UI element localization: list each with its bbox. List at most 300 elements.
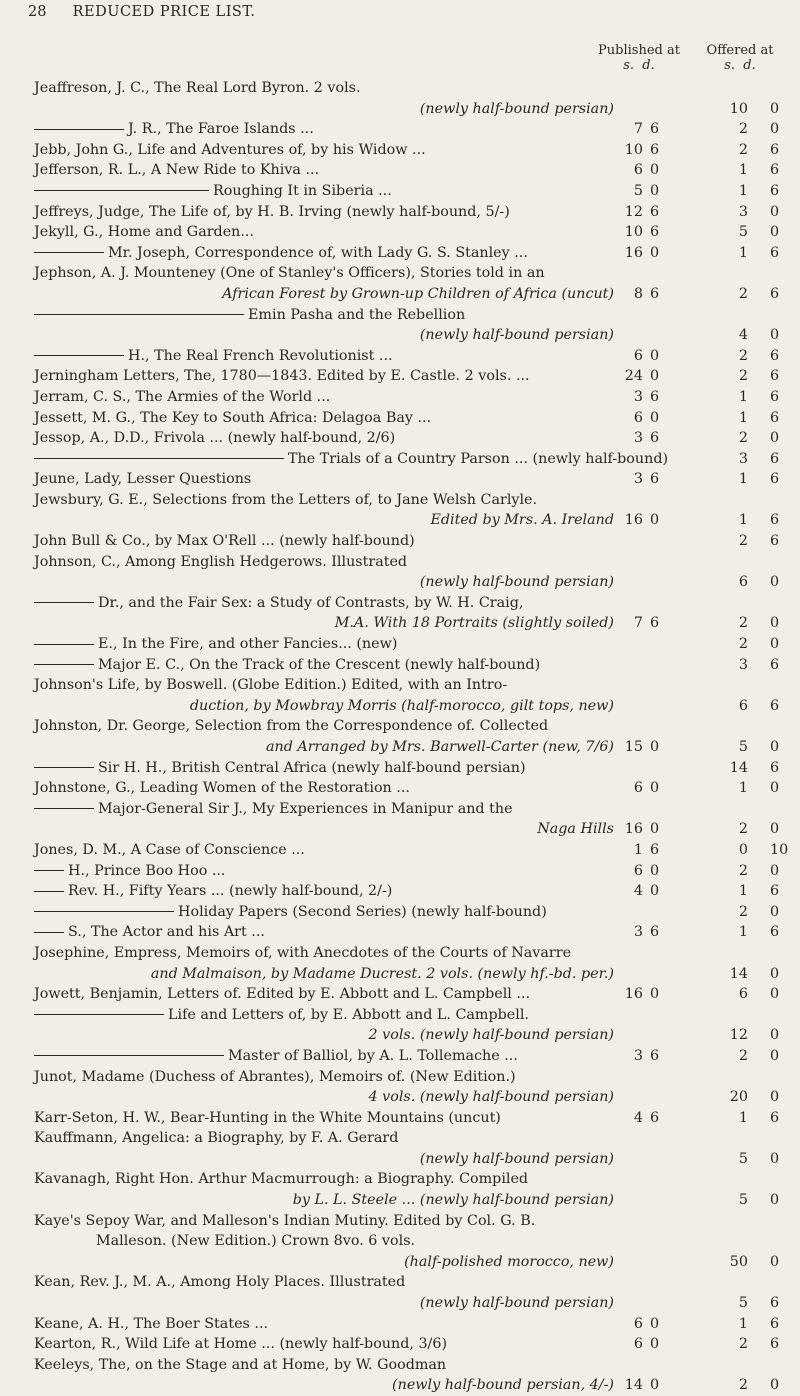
offered-pence: 6: [770, 1295, 780, 1312]
entry-text: [34, 552, 616, 573]
offered-pence: 0: [770, 615, 780, 632]
entry-text: [34, 408, 616, 429]
published-pence: 0: [650, 986, 660, 1003]
offered-pence: 6: [770, 512, 780, 529]
published-pence: 6: [650, 285, 660, 302]
offered-pence: 6: [770, 656, 780, 673]
entry-text: [34, 222, 616, 243]
published-pence: 0: [650, 780, 660, 797]
published-shillings: 4: [633, 1109, 643, 1126]
offered-shillings: 1: [738, 1315, 748, 1332]
entry-title: Jerningham Letters, The, 1780—1843. Edited by E. Castle. 2 vols. ...: [34, 368, 530, 385]
offered-pence: 0: [770, 636, 780, 653]
entry-text: [34, 634, 616, 655]
offered-shillings: 2: [738, 533, 748, 550]
offered-shillings: 3: [738, 203, 748, 220]
list-item: [0, 490, 800, 511]
entry-title: Jebb, John G., Life and Adventures of, by his Widow ...: [34, 141, 426, 158]
entry-title: Johnston, Dr. George, Selection from the Correspondence of. Collected: [34, 718, 549, 735]
entry-text: [34, 675, 616, 696]
offered-shillings: 1: [738, 409, 748, 426]
offered-shillings: 2: [738, 1336, 748, 1353]
entry-title: S., The Actor and his Art ...: [68, 924, 265, 941]
entry-text: [34, 778, 616, 799]
offered-pence: 6: [770, 182, 780, 199]
entry-text: [34, 716, 616, 737]
published-pence: 0: [650, 1336, 660, 1353]
list-item: [0, 840, 800, 861]
offered-pence: 6: [770, 883, 780, 900]
published-pence: 6: [650, 615, 660, 632]
published-pence: 0: [650, 1377, 660, 1394]
entry-text: [34, 263, 616, 284]
list-item: [0, 449, 800, 470]
entry-text: [34, 655, 616, 676]
entry-title: Jerram, C. S., The Armies of the World ...: [34, 388, 331, 405]
offered-pence: 0: [770, 100, 780, 117]
list-item: [0, 531, 800, 552]
published-pence: 0: [650, 862, 660, 879]
published-d-label: d.: [642, 58, 655, 73]
list-item: [0, 1149, 800, 1170]
list-item: [0, 716, 800, 737]
list-item: [0, 1025, 800, 1046]
offered-pence: 0: [770, 327, 780, 344]
offered-shillings: 5: [738, 1295, 748, 1312]
published-pence: 0: [650, 821, 660, 838]
published-shillings: 3: [633, 471, 643, 488]
entry-title: Jekyll, G., Home and Garden...: [34, 224, 255, 241]
list-item: [0, 778, 800, 799]
entry-title: (newly half-bound persian): [419, 1150, 614, 1167]
offered-shillings: 2: [738, 636, 748, 653]
entry-text: [34, 799, 616, 820]
entry-text: [34, 984, 616, 1005]
entry-title: duction, by Mowbray Morris (half-morocco, gilt tops, new): [189, 697, 614, 714]
entry-title: Edited by Mrs. A. Ireland: [430, 512, 614, 529]
entry-title: and Arranged by Mrs. Barwell-Carter (new, 7/6): [265, 739, 614, 755]
offered-pence: 6: [770, 450, 780, 467]
list-item: [0, 655, 800, 676]
published-shillings: 8: [633, 285, 643, 302]
ditto-rule: [34, 252, 104, 253]
offered-pence: 6: [770, 347, 780, 364]
published-shillings: 10: [624, 224, 643, 241]
entry-text: [34, 346, 616, 367]
published-shillings: 6: [633, 1336, 643, 1353]
entry-title: Jewsbury, G. E., Selections from the Letters of, to Jane Welsh Carlyle.: [34, 491, 538, 508]
published-pence: 6: [650, 1109, 660, 1126]
published-pence: 6: [650, 471, 660, 488]
list-item: [0, 428, 800, 449]
published-shillings: 6: [633, 1315, 643, 1332]
ditto-rule: [34, 602, 94, 603]
entry-title: Karr-Seton, H. W., Bear-Hunting in the White Mountains (uncut): [34, 1109, 501, 1126]
list-item: [0, 1334, 800, 1355]
entry-title: M.A. With 18 Portraits (slightly soiled): [334, 615, 614, 632]
published-shillings: 16: [624, 821, 643, 838]
list-item: [0, 1128, 800, 1149]
entry-text: [34, 1025, 614, 1046]
list-item: [0, 1252, 800, 1273]
offered-shillings: 2: [738, 285, 748, 302]
entry-text: [34, 449, 669, 470]
offered-shillings: 6: [738, 574, 748, 591]
published-pence: 6: [650, 121, 660, 138]
published-pence: 6: [650, 388, 660, 405]
entry-title: (half-polished morocco, new): [404, 1253, 614, 1270]
published-shillings: 12: [624, 203, 643, 220]
offered-pence: 6: [770, 244, 780, 261]
offered-pence: 0: [770, 862, 780, 879]
offered-pence: 0: [770, 1027, 780, 1044]
entry-text: [34, 305, 616, 326]
ditto-rule: [34, 808, 94, 809]
entry-title: African Forest by Grown-up Children of Africa (uncut): [222, 285, 614, 302]
published-shillings: 24: [624, 368, 643, 385]
list-item: [0, 675, 800, 696]
published-pence: 0: [650, 347, 660, 364]
list-item: [0, 613, 800, 634]
offered-pence: 0: [770, 986, 780, 1003]
entry-title: Malleson. (New Edition.) Crown 8vo. 6 vols.: [96, 1233, 416, 1250]
published-shillings: 5: [633, 182, 643, 199]
offered-shillings: 5: [738, 739, 748, 755]
entry-text: [34, 1314, 616, 1335]
offered-shillings: 1: [738, 182, 748, 199]
offered-pence: 6: [770, 388, 780, 405]
entry-text: [34, 922, 616, 943]
published-label: Published at: [598, 43, 680, 58]
list-item: [0, 1005, 800, 1026]
entry-title: (newly half-bound persian): [419, 1295, 614, 1312]
published-shillings: 14: [624, 1377, 643, 1394]
published-pence: 0: [650, 182, 660, 199]
offered-column-header: [686, 43, 794, 73]
entry-text: [34, 99, 614, 120]
entry-title: Roughing It in Siberia ...: [213, 182, 392, 199]
published-shillings: 3: [633, 430, 643, 447]
ditto-rule: [34, 767, 94, 768]
entry-title: (newly half-bound persian): [419, 327, 614, 344]
entry-text: [34, 119, 616, 140]
offered-shillings: 6: [738, 986, 748, 1003]
list-item: [0, 1314, 800, 1335]
entry-title: Johnson, C., Among English Hedgerows. Illustrated: [34, 553, 408, 570]
entry-title: 4 vols. (newly half-bound persian): [368, 1089, 614, 1106]
ditto-rule: [34, 911, 174, 912]
entry-title: (newly half-bound persian): [419, 100, 614, 117]
published-shillings: 1: [633, 841, 643, 858]
entry-text: [34, 387, 616, 408]
entry-text: [34, 1108, 616, 1129]
entry-title: Jefferson, R. L., A New Ride to Khiva ...: [34, 162, 320, 179]
entry-text: [34, 696, 614, 717]
published-shillings: 6: [633, 347, 643, 364]
offered-shillings: 20: [729, 1089, 748, 1106]
list-item: [0, 1046, 800, 1067]
offered-pence: 6: [770, 368, 780, 385]
ditto-rule: [34, 355, 124, 356]
list-item: [0, 1087, 800, 1108]
entry-text: [34, 140, 616, 161]
offered-shillings: 2: [738, 347, 748, 364]
offered-pence: 6: [770, 471, 780, 488]
list-item: [0, 263, 800, 284]
offered-shillings: 1: [738, 883, 748, 900]
ditto-rule: [34, 314, 244, 315]
offered-shillings: 2: [738, 862, 748, 879]
offered-shillings: 2: [738, 1047, 748, 1064]
published-shillings: 3: [633, 1047, 643, 1064]
entry-title: Keeleys, The, on the Stage and at Home, by W. Goodman: [34, 1356, 447, 1373]
ditto-rule: [34, 664, 94, 665]
published-s-label: s.: [623, 58, 635, 73]
list-item: [0, 696, 800, 717]
offered-d-label: d.: [743, 58, 756, 73]
entry-title: and Malmaison, by Madame Ducrest. 2 vols. (newly hf.-bd. per.): [150, 965, 614, 982]
published-shillings: 6: [633, 862, 643, 879]
list-item: [0, 1375, 800, 1396]
entry-text: [34, 1334, 616, 1355]
list-item: [0, 1231, 800, 1252]
entry-title: Kean, Rev. J., M. A., Among Holy Places. Illustrated: [34, 1274, 406, 1291]
list-item: [0, 758, 800, 779]
offered-shillings: 2: [738, 141, 748, 158]
list-item: [0, 737, 800, 758]
published-shillings: 7: [633, 615, 643, 632]
list-item: [0, 1211, 800, 1232]
offered-pence: 6: [770, 1109, 780, 1126]
offered-shillings: 12: [729, 1027, 748, 1044]
list-item: [0, 408, 800, 429]
entry-text: [34, 325, 614, 346]
offered-shillings: 1: [738, 1109, 748, 1126]
entry-text: [34, 181, 616, 202]
offered-shillings: 0: [738, 841, 748, 858]
entry-text: [34, 1087, 614, 1108]
entry-text: [34, 531, 616, 552]
list-item: [0, 922, 800, 943]
entry-text: [34, 1149, 614, 1170]
offered-shillings: 5: [738, 1192, 748, 1209]
offered-label: Offered at: [706, 43, 774, 58]
offered-shillings: 2: [738, 368, 748, 385]
offered-shillings: 50: [729, 1253, 748, 1270]
list-item: [0, 902, 800, 923]
offered-shillings: 6: [738, 697, 748, 714]
entry-title: Sir H. H., British Central Africa (newly half-bound persian): [98, 759, 526, 776]
published-pence: 0: [650, 883, 660, 900]
offered-shillings: 2: [738, 121, 748, 138]
list-item: [0, 799, 800, 820]
list-item: [0, 1272, 800, 1293]
list-item: [0, 366, 800, 387]
entry-title: Johnstone, G., Leading Women of the Restoration ...: [34, 780, 410, 797]
list-item: [0, 1067, 800, 1088]
entry-title: by L. L. Steele ... (newly half-bound persian): [292, 1192, 614, 1209]
published-shillings: 16: [624, 244, 643, 261]
offered-pence: 0: [770, 903, 780, 920]
published-pence: 0: [650, 512, 660, 529]
offered-pence: 0: [770, 430, 780, 447]
list-item: [0, 1355, 800, 1376]
offered-s-label: s.: [724, 58, 736, 73]
published-pence: 6: [650, 1047, 660, 1064]
offered-pence: 6: [770, 759, 780, 776]
offered-pence: 0: [770, 739, 780, 755]
published-shillings: 6: [633, 780, 643, 797]
entry-title: Life and Letters of, by E. Abbott and L. Campbell.: [168, 1006, 529, 1023]
offered-pence: 0: [770, 224, 780, 241]
list-item: [0, 593, 800, 614]
entry-title: Junot, Madame (Duchess of Abrantes), Memoirs of. (New Edition.): [34, 1068, 516, 1085]
entry-title: Keane, A. H., The Boer States ...: [34, 1315, 269, 1332]
published-pence: 0: [650, 162, 660, 179]
ditto-rule: [34, 190, 209, 191]
offered-pence: 6: [770, 162, 780, 179]
ditto-rule: [34, 1014, 164, 1015]
entry-title: Emin Pasha and the Rebellion: [248, 306, 466, 323]
list-item: [0, 634, 800, 655]
entry-title: Jeune, Lady, Lesser Questions: [34, 471, 252, 488]
offered-pence: 6: [770, 1315, 780, 1332]
entry-title: The Trials of a Country Parson ... (newly half-bound): [288, 450, 669, 467]
entry-title: Master of Balliol, by A. L. Tollemache ...: [228, 1047, 518, 1064]
offered-pence: 0: [770, 574, 780, 591]
offered-shillings: 14: [729, 759, 748, 776]
list-item: [0, 1190, 800, 1211]
price-list: [0, 78, 800, 1396]
list-item: [0, 552, 800, 573]
list-item: [0, 819, 800, 840]
entry-text: [34, 861, 616, 882]
list-item: [0, 325, 800, 346]
entry-text: [34, 243, 616, 264]
offered-pence: 6: [770, 533, 780, 550]
entry-text: [34, 1005, 616, 1026]
entry-text: [34, 490, 616, 511]
published-shillings: 6: [633, 409, 643, 426]
offered-pence: 0: [770, 203, 780, 220]
entry-title: Jeffreys, Judge, The Life of, by H. B. Irving (newly half-bound, 5/-): [34, 203, 510, 220]
offered-shillings: 2: [738, 903, 748, 920]
ditto-rule: [34, 129, 124, 130]
entry-text: [34, 1190, 614, 1211]
entry-text: [34, 1128, 616, 1149]
offered-shillings: 2: [738, 821, 748, 838]
list-item: [0, 305, 800, 326]
entry-text: [34, 758, 616, 779]
entry-text: [34, 428, 616, 449]
entry-title: Major E. C., On the Track of the Crescent (newly half-bound): [98, 656, 541, 673]
offered-shillings: 3: [738, 450, 748, 467]
offered-pence: 0: [770, 1253, 780, 1270]
entry-text: [34, 902, 616, 923]
offered-pence: 0: [770, 965, 780, 982]
entry-text: [34, 1252, 614, 1273]
offered-shillings: 1: [738, 780, 748, 797]
published-pence: 0: [650, 1315, 660, 1332]
offered-pence: 0: [770, 821, 780, 838]
published-shillings: 6: [633, 162, 643, 179]
published-shillings: 16: [624, 986, 643, 1003]
entry-text: [34, 737, 614, 758]
entry-title: (newly half-bound persian, 4/-): [392, 1377, 614, 1394]
entry-text: [34, 202, 616, 223]
entry-title: Kauffmann, Angelica: a Biography, by F. A. Gerard: [34, 1130, 399, 1147]
list-item: [0, 510, 800, 531]
entry-text: [34, 1211, 616, 1232]
list-item: [0, 119, 800, 140]
list-item: [0, 943, 800, 964]
entry-title: Kaye's Sepoy War, and Malleson's Indian Mutiny. Edited by Col. G. B.: [34, 1212, 536, 1229]
entry-text: [34, 160, 616, 181]
list-item: [0, 984, 800, 1005]
ditto-rule: [34, 458, 284, 459]
published-pence: 0: [650, 739, 660, 755]
published-shillings: 10: [624, 141, 643, 158]
offered-shillings: 2: [738, 430, 748, 447]
entry-title: Josephine, Empress, Memoirs of, with Anecdotes of the Courts of Navarre: [34, 944, 572, 961]
list-item: [0, 881, 800, 902]
ditto-rule: [34, 644, 94, 645]
list-item: [0, 99, 800, 120]
list-item: [0, 140, 800, 161]
entry-text: [34, 1272, 616, 1293]
offered-shillings: 10: [729, 100, 748, 117]
list-item: [0, 181, 800, 202]
list-item: [0, 469, 800, 490]
published-pence: 6: [650, 924, 660, 941]
entry-title: Jessop, A., D.D., Frivola ... (newly half-bound, 2/6): [34, 430, 396, 447]
entry-title: H., Prince Boo Hoo ...: [68, 862, 226, 879]
entry-text: [34, 819, 614, 840]
offered-pence: 0: [770, 1192, 780, 1209]
entry-title: E., In the Fire, and other Fancies... (new): [98, 636, 398, 653]
published-shillings: 15: [624, 739, 643, 755]
entry-text: [34, 1169, 616, 1190]
list-item: [0, 222, 800, 243]
entry-title: Rev. H., Fifty Years ... (newly half-bound, 2/-): [68, 883, 393, 900]
offered-shillings: 1: [738, 924, 748, 941]
offered-shillings: 2: [738, 615, 748, 632]
entry-text: [34, 1067, 616, 1088]
offered-pence: 0: [770, 1089, 780, 1106]
entry-text: [34, 1293, 614, 1314]
offered-shillings: 1: [738, 244, 748, 261]
entry-text: [34, 469, 616, 490]
published-pence: 6: [650, 841, 660, 858]
entry-title: John Bull & Co., by Max O'Rell ... (newly half-bound): [34, 533, 415, 550]
entry-title: Kavanagh, Right Hon. Arthur Macmurrough: a Biography. Compiled: [34, 1171, 529, 1188]
list-item: [0, 284, 800, 305]
published-pence: 6: [650, 224, 660, 241]
list-item: [0, 1293, 800, 1314]
entry-text: [34, 1046, 616, 1067]
published-shillings: 4: [633, 883, 643, 900]
page-title: REDUCED PRICE LIST.: [72, 4, 256, 20]
entry-text: [34, 572, 614, 593]
entry-text: [34, 840, 616, 861]
entry-title: Major-General Sir J., My Experiences in Manipur and the: [98, 800, 513, 817]
entry-text: [34, 943, 616, 964]
entry-text: [34, 366, 616, 387]
published-shillings: 7: [633, 121, 643, 138]
offered-shillings: 5: [738, 224, 748, 241]
entry-text: [34, 593, 616, 614]
offered-shillings: 1: [738, 388, 748, 405]
